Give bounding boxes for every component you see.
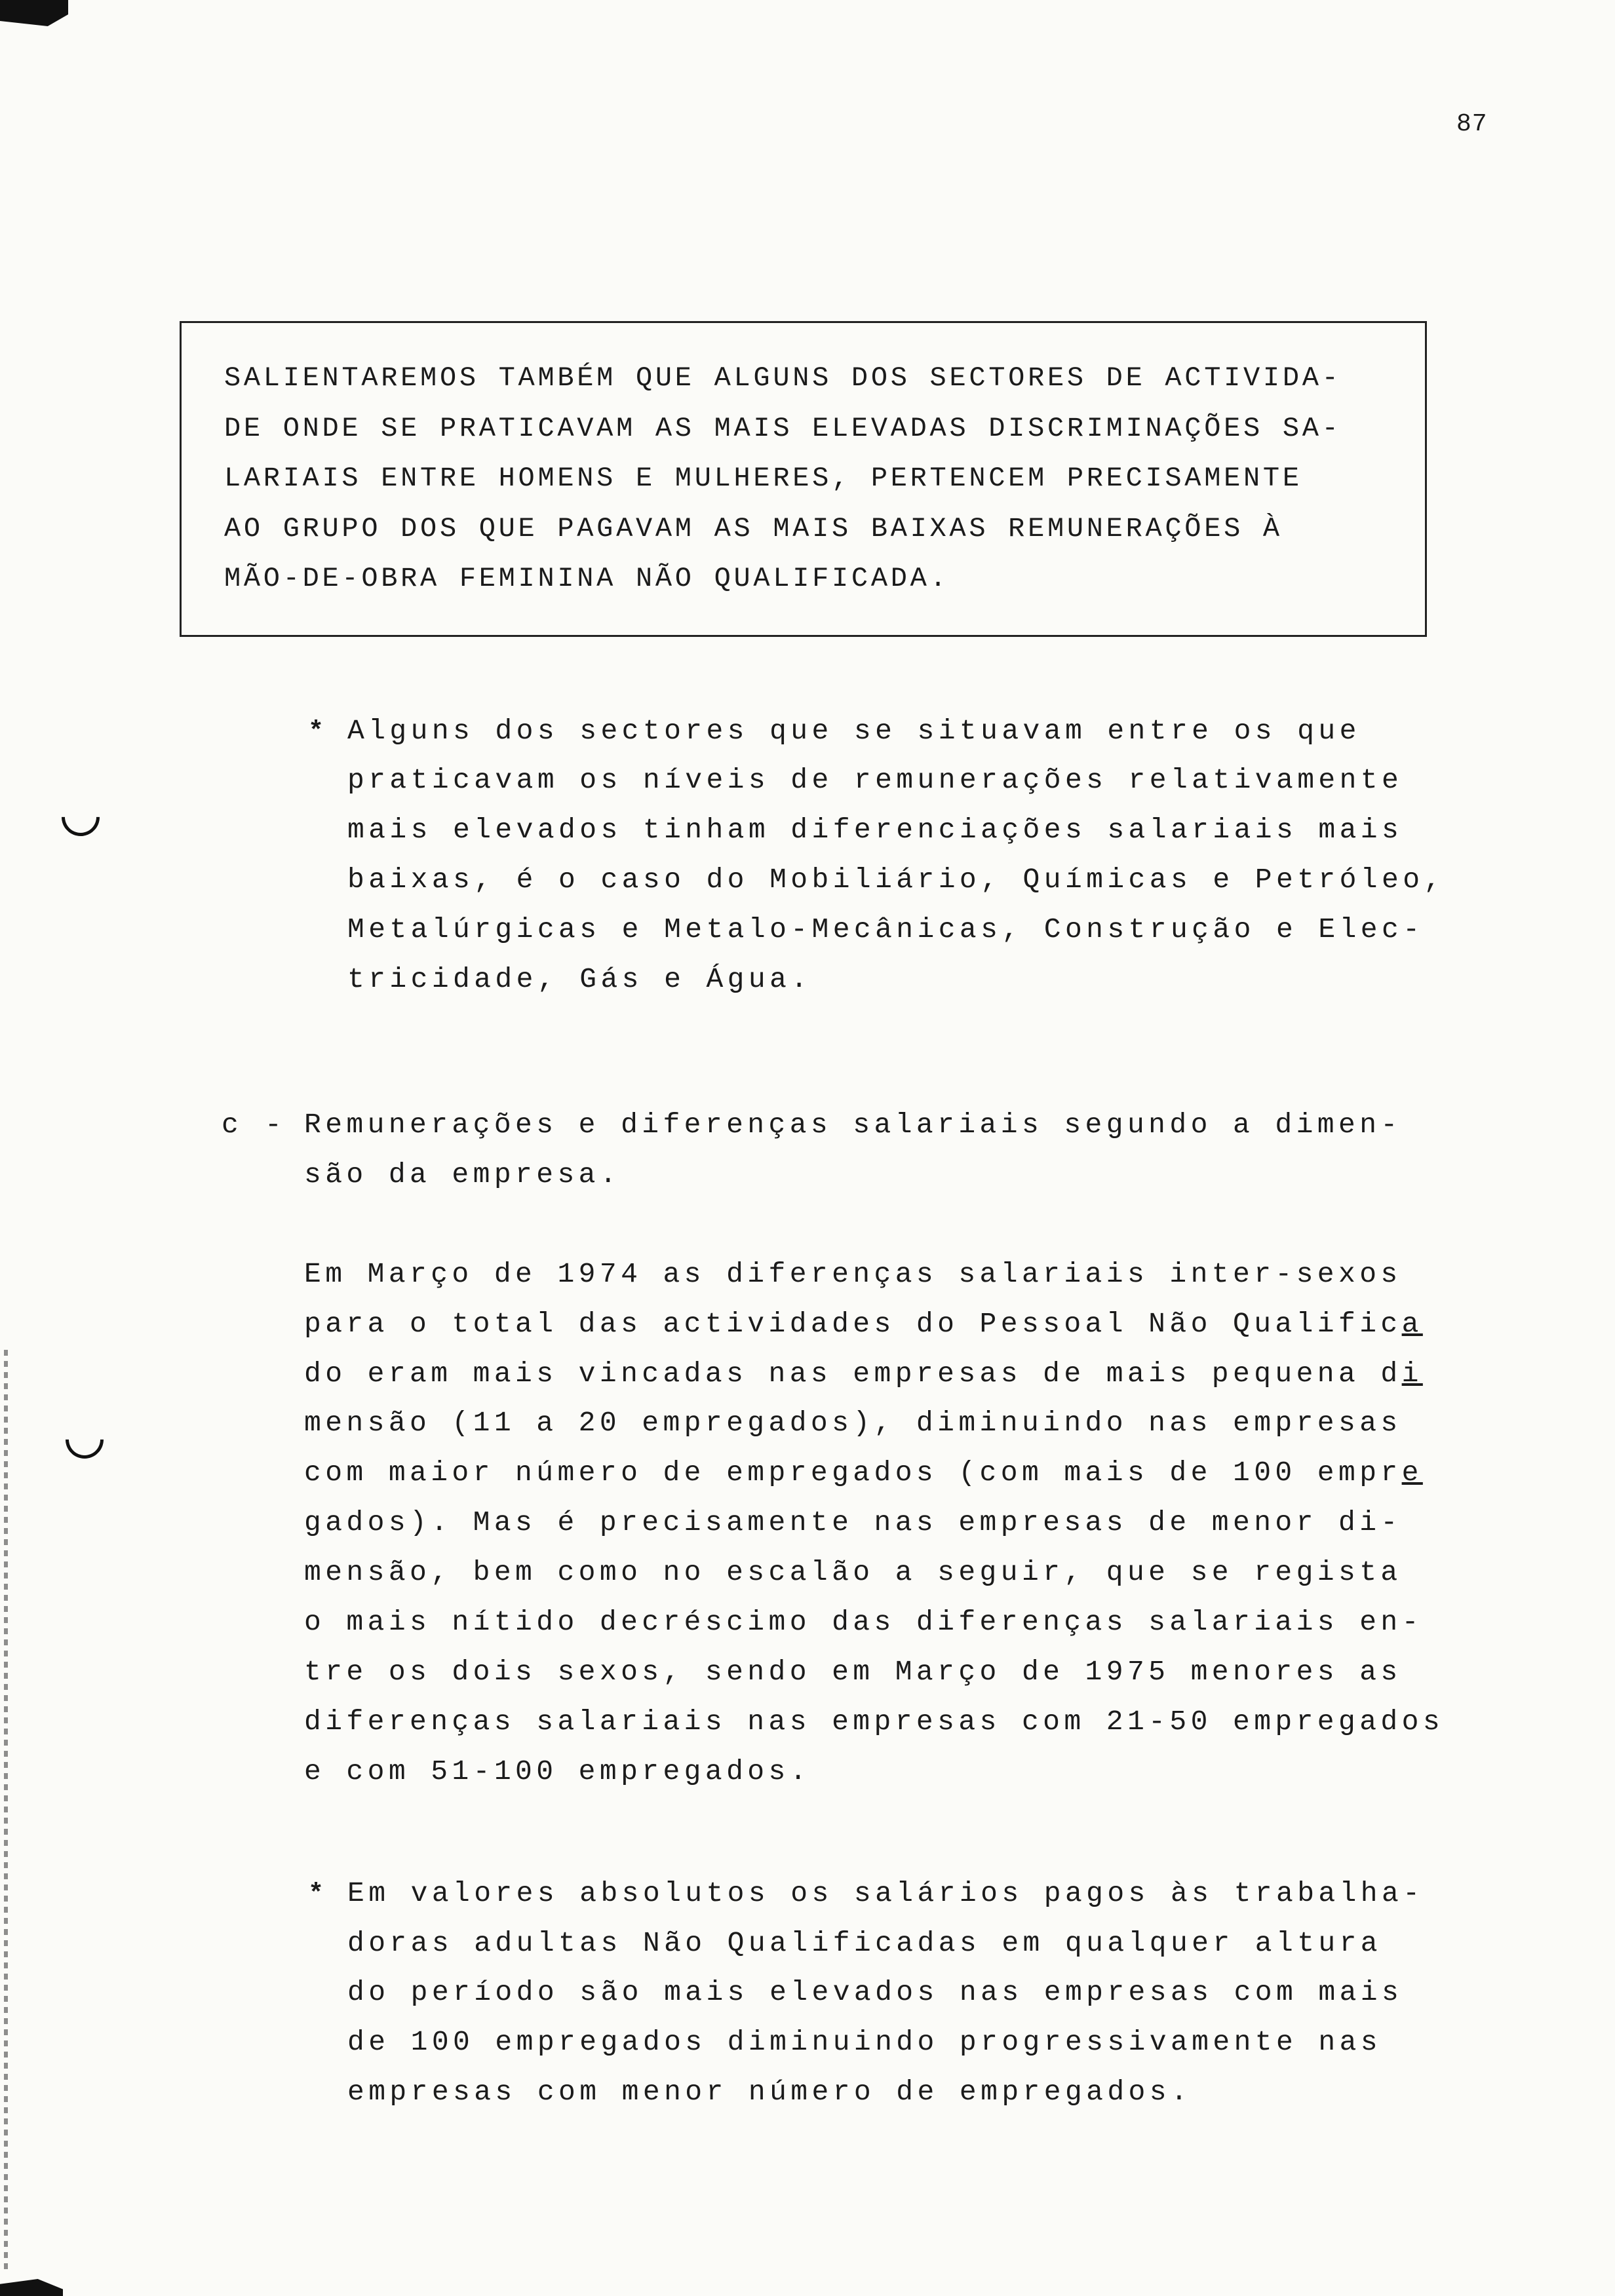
- section-heading-line: são da empresa.: [304, 1158, 621, 1191]
- paragraph-line: Em Março de 1974 as diferenças salariais inter-sexos: [304, 1258, 1402, 1290]
- paragraph-line: o mais nítido decréscimo das diferenças salariais en-: [304, 1606, 1423, 1638]
- paragraph-line: [304, 1358, 1423, 1390]
- underlined-letter: i: [1401, 1358, 1423, 1390]
- summary-line: MÃO-DE-OBRA FEMININA NÃO QUALIFICADA.: [224, 563, 950, 594]
- paragraph-line: [304, 1308, 1423, 1340]
- margin-arc-mark-upper: [54, 790, 107, 844]
- section-heading-line: Remunerações e diferenças salariais segundo a dimen-: [304, 1109, 1402, 1141]
- bullet1-line: baixas, é o caso do Mobiliário, Químicas e Petróleo,: [347, 864, 1445, 896]
- section-label: c: [222, 1109, 239, 1141]
- bullet2-line: de 100 empregados diminuindo progressivamente nas: [347, 2026, 1382, 2058]
- summary-line: DE ONDE SE PRATICAVAM AS MAIS ELEVADAS DISCRIMINAÇÕES SA-: [224, 413, 1342, 444]
- bullet2-line: do período são mais elevados nas empresas com mais: [347, 1976, 1403, 2008]
- scan-corner-mark-top: [0, 0, 68, 26]
- bullet2-line: doras adultas Não Qualificadas em qualquer altura: [347, 1927, 1382, 1959]
- bullet-marker-1: *: [308, 718, 324, 747]
- bullet2-line: empresas com menor número de empregados.: [347, 2076, 1192, 2108]
- summary-line: SALIENTAREMOS TAMBÉM QUE ALGUNS DOS SECTORES DE ACTIVIDA-: [224, 362, 1342, 394]
- bullet-marker-2: *: [308, 1880, 324, 1909]
- paragraph-line-text: do eram mais vincadas nas empresas de mais pequena d: [304, 1358, 1402, 1390]
- margin-scan-texture: [4, 1350, 8, 2274]
- paragraph-line: [304, 1457, 1423, 1489]
- summary-line: LARIAIS ENTRE HOMENS E MULHERES, PERTENCEM PRECISAMENTE: [224, 463, 1302, 494]
- underlined-letter: e: [1401, 1457, 1423, 1489]
- paragraph-line: mensão, bem como no escalão a seguir, que se regista: [304, 1556, 1402, 1588]
- paragraph-line: mensão (11 a 20 empregados), diminuindo nas empresas: [304, 1407, 1402, 1439]
- bullet1-line: Metalúrgicas e Metalo-Mecânicas, Construção e Elec-: [347, 913, 1424, 946]
- bullet1-line: praticavam os níveis de remunerações relativamente: [347, 764, 1403, 796]
- paragraph-line-text: para o total das actividades do Pessoal Não Qualific: [304, 1308, 1402, 1340]
- bullet1-line: tricidade, Gás e Água.: [347, 963, 812, 995]
- margin-arc-mark-lower: [58, 1413, 111, 1466]
- paragraph-line: gados). Mas é precisamente nas empresas de menor di-: [304, 1506, 1402, 1539]
- paragraph-line-text: com maior número de empregados (com mais de 100 empr: [304, 1457, 1402, 1489]
- paragraph-line: tre os dois sexos, sendo em Março de 1975 menores as: [304, 1656, 1402, 1688]
- bullet1-line: Alguns dos sectores que se situavam entre os que: [347, 715, 1361, 747]
- bullet2-line: Em valores absolutos os salários pagos às trabalha-: [347, 1877, 1424, 1909]
- paragraph-line: e com 51-100 empregados.: [304, 1755, 811, 1788]
- summary-line: AO GRUPO DOS QUE PAGAVAM AS MAIS BAIXAS REMUNERAÇÕES À: [224, 513, 1283, 545]
- scan-corner-mark-bottom: [0, 2279, 63, 2296]
- page-number: 87: [1456, 110, 1488, 138]
- bullet1-line: mais elevados tinham diferenciações salariais mais: [347, 814, 1403, 846]
- paragraph-line: diferenças salariais nas empresas com 21-50 empregados: [304, 1706, 1445, 1738]
- underlined-letter: a: [1401, 1308, 1423, 1340]
- section-dash: -: [265, 1109, 282, 1141]
